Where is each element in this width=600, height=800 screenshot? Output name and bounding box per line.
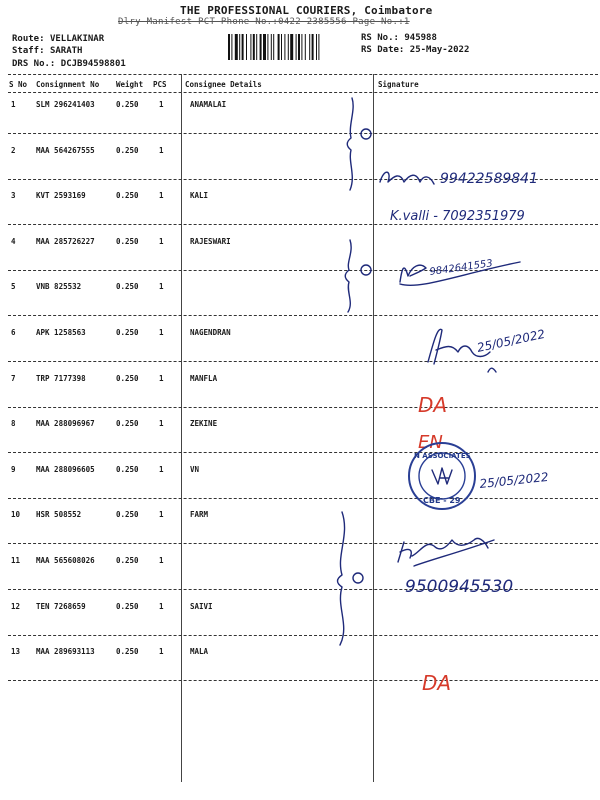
row-weight: 0.250: [116, 510, 139, 520]
barcode-bar: [246, 34, 247, 60]
row-pcs: 1: [159, 464, 164, 474]
barcode-bar: [318, 34, 319, 60]
row-sno: 10: [11, 510, 21, 520]
barcode-bar: [298, 34, 300, 60]
company-title: THE PROFESSIONAL COURIERS, Coimbatore: [180, 4, 433, 17]
barcode-bar: [256, 34, 257, 60]
row-separator: [8, 179, 598, 180]
barcode-bar: [278, 34, 280, 60]
date-row6: 25/05/2022: [475, 326, 547, 355]
row-pcs: 1: [159, 100, 164, 109]
col-consignment-header: Consignment No: [36, 80, 100, 89]
barcode-bar: [263, 34, 266, 60]
row-separator: [8, 498, 598, 499]
row-pcs: 1: [159, 236, 164, 246]
row-pcs: 1: [159, 145, 164, 155]
row-consignee: ZEKINE: [190, 419, 218, 429]
row-consignment-no: MAA 288096967: [36, 419, 95, 429]
drs-line: [12, 59, 126, 69]
row-separator: [8, 680, 598, 681]
staff-value: SARATH: [49, 46, 83, 56]
row-consignment-no: MAA 564267555: [36, 145, 95, 155]
row-pcs: 1: [159, 647, 164, 657]
row-weight: 0.250: [116, 373, 139, 383]
row-pcs: 1: [159, 328, 164, 337]
rs-date-value: 25-May-2022: [409, 45, 470, 55]
row-separator: [8, 270, 598, 271]
row-pcs: 1: [159, 556, 164, 565]
row-weight: 0.250: [116, 145, 139, 155]
barcode-bar: [290, 34, 293, 60]
rs-no-line: [361, 33, 437, 43]
col-sno-header: S No: [9, 80, 28, 89]
row-consignee: NAGENDRAN: [190, 328, 231, 337]
barcode-bar: [250, 34, 251, 60]
row-pcs: 1: [159, 601, 164, 611]
manifest-subtitle: Dlry Manifest PCT Phone No.:0422 2385556 Page No.:1: [118, 17, 410, 27]
col-pcs-header: PCS: [153, 80, 167, 89]
signature-column-divider: [373, 74, 374, 782]
row-separator: [8, 635, 598, 636]
row-consignee: FARM: [190, 510, 209, 520]
barcode-bar: [239, 34, 240, 60]
row-consignment-no: APK 1258563: [36, 328, 86, 337]
row-weight: 0.250: [116, 647, 139, 657]
phone-row4: 9842641553: [428, 258, 494, 278]
barcode-bar: [316, 34, 317, 60]
row-separator: [8, 133, 598, 134]
row-weight: 0.250: [116, 236, 139, 246]
barcode-bar: [296, 34, 297, 60]
brace-rows-10-12: [338, 512, 345, 645]
signature-row3: K.valli - 7092351979: [390, 209, 525, 224]
rs-no-value: 945988: [404, 33, 437, 43]
row-consignee: MALA: [190, 647, 209, 657]
signature-row6-scribble: [428, 329, 496, 372]
barcode-bar: [231, 34, 232, 60]
barcode-bar: [281, 34, 282, 60]
rs-no-label: RS No.:: [361, 33, 399, 43]
row-consignment-no: MAA 285726227: [36, 236, 95, 246]
mark-row8: EN: [418, 432, 443, 453]
row-weight: 0.250: [116, 100, 139, 109]
row-sno: 1: [11, 100, 16, 109]
row-sno: 13: [11, 647, 21, 657]
row-pcs: 1: [159, 419, 164, 429]
row-weight: 0.250: [116, 328, 139, 337]
brace-mark-3: [353, 573, 363, 583]
barcode-bar: [288, 34, 289, 60]
signature-row4-scribble: [400, 262, 520, 285]
row-sno: 9: [11, 464, 16, 474]
row-separator: [8, 315, 598, 316]
stamp-top-text: N ASSOCIATES: [414, 452, 471, 460]
barcode-bar: [271, 34, 272, 60]
barcode-bar: [309, 34, 310, 60]
header-rule-bottom: [8, 92, 598, 93]
row-weight: 0.250: [116, 556, 139, 565]
route-line: [12, 34, 104, 44]
row-consignee: MANFLA: [190, 373, 218, 383]
barcode-bar: [305, 34, 306, 60]
barcode-bar: [284, 34, 285, 60]
drs-value: DCJB94598801: [60, 59, 126, 69]
row-consignment-no: VNB 825532: [36, 282, 82, 292]
row-separator: [8, 589, 598, 590]
row-consignment-no: TRP 7177398: [36, 373, 86, 383]
row-consignment-no: SLM 296241403: [36, 100, 95, 109]
row-sno: 5: [11, 282, 16, 292]
row-sno: 4: [11, 236, 16, 246]
row-pcs: 1: [159, 282, 164, 292]
staff-label: Staff:: [12, 46, 45, 56]
row-weight: 0.250: [116, 282, 139, 292]
row-pcs: 1: [159, 191, 164, 201]
col-consignee-header: Consignee Details: [185, 80, 262, 89]
row-consignee: VN: [190, 464, 200, 474]
barcode-bar: [312, 34, 314, 60]
row-consignment-no: MAA 565608026: [36, 556, 95, 565]
route-value: VELLAKINAR: [49, 34, 105, 44]
row-weight: 0.250: [116, 191, 139, 201]
barcode-bar: [235, 34, 238, 60]
header-rule-top: [8, 74, 598, 75]
rs-date-label: RS Date:: [361, 45, 405, 55]
row-consignee: RAJESWARI: [190, 236, 231, 246]
row-sno: 7: [11, 373, 16, 383]
row-sno: 12: [11, 601, 21, 611]
row-separator: [8, 407, 598, 408]
brace-mark-1: [361, 129, 371, 139]
row-sno: 8: [11, 419, 16, 429]
row-separator: [8, 361, 598, 362]
row-weight: 0.250: [116, 601, 139, 611]
barcode-bar: [228, 34, 230, 60]
barcode-bar: [267, 34, 268, 60]
row-consignment-no: TEN 7268659: [36, 601, 86, 611]
phone-row2: 99422589841: [440, 171, 538, 187]
row-consignee: ANAMALAI: [190, 100, 227, 109]
date-row9: 25/05/2022: [478, 469, 550, 491]
row-weight: 0.250: [116, 419, 139, 429]
phone-row11: 9500945530: [405, 577, 514, 597]
row-weight: 0.250: [116, 464, 139, 474]
col-signature-header: Signature: [378, 80, 419, 89]
rs-date-line: [361, 45, 469, 55]
barcode-bar: [253, 34, 255, 60]
row-separator: [8, 224, 598, 225]
row-pcs: 1: [159, 373, 164, 383]
consignee-column-divider: [181, 74, 182, 782]
brace-rows-4-5: [345, 240, 351, 312]
row-separator: [8, 452, 598, 453]
barcode-image: [228, 34, 354, 60]
mark-row13: DA: [422, 671, 452, 695]
row-consignment-no: MAA 288096605: [36, 464, 95, 474]
row-consignee: KALI: [190, 191, 209, 201]
staff-line: [12, 46, 82, 56]
row-separator: [8, 543, 598, 544]
row-pcs: 1: [159, 510, 164, 520]
row-sno: 6: [11, 328, 16, 337]
barcode-bar: [301, 34, 302, 60]
brace-rows-1-2: [347, 98, 353, 190]
row-sno: 3: [11, 191, 16, 201]
stamp-bottom-text: CBE - 29: [423, 496, 461, 505]
route-label: Route:: [12, 34, 45, 44]
drs-label: DRS No.:: [12, 59, 56, 69]
row-consignment-no: MAA 289693113: [36, 647, 95, 657]
barcode-bar: [260, 34, 262, 60]
col-weight-header: Weight: [116, 80, 144, 89]
mark-row7: DA: [418, 393, 448, 417]
row-consignment-no: KVT 2593169: [36, 191, 86, 201]
row-consignment-no: HSR 508552: [36, 510, 82, 520]
row-sno: 11: [11, 556, 21, 565]
row-consignee: SAIVI: [190, 601, 213, 611]
row-sno: 2: [11, 145, 16, 155]
barcode-bar: [273, 34, 274, 60]
barcode-bar: [242, 34, 244, 60]
